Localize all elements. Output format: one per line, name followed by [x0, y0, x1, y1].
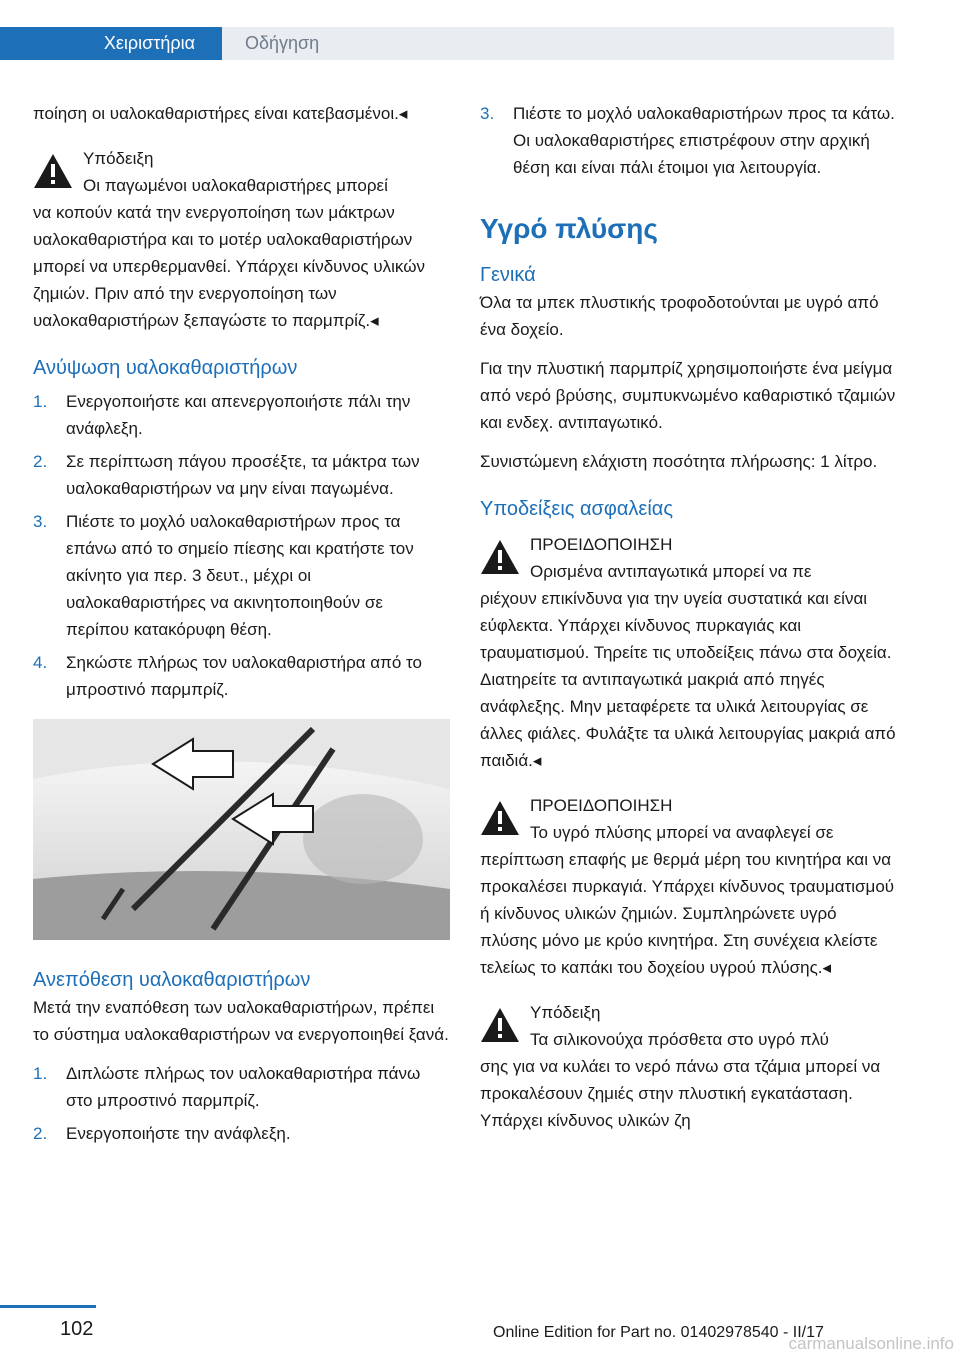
warning-text: να κοπούν κατά την ενεργοποίηση των μάκτρων υαλοκαθαριστήρα και το μοτέρ υαλοκαθαριστήρων μπορεί να υπερθερμανθεί. Υπάρχει κίνδυνος υλικών ζημιών. Πριν από την ενεργοποίηση των υαλοκαθαριστήρων ξεπαγώστε το παρμπρίζ.◂	[33, 203, 425, 330]
step-number: 2.	[33, 452, 48, 471]
warning-title: Υπόδειξη	[530, 1003, 601, 1022]
tab-driving[interactable]: Οδήγηση	[222, 27, 894, 60]
step-text: Ενεργοποιήστε και απενεργοποιήστε πάλι την ανάφλεξη.	[66, 392, 411, 438]
warning-line1: Το υγρό πλύσης μπορεί να αναφλεγεί σε	[530, 823, 834, 842]
step-number: 1.	[33, 1064, 48, 1083]
list-item	[33, 448, 450, 502]
step-number: 2.	[33, 1124, 48, 1143]
reset-text: Μετά την εναπόθεση των υαλοκαθαριστήρων, πρέπει το σύστημα υαλοκαθαριστήρων να ενεργοποιηθεί ξανά.	[33, 998, 449, 1044]
warning-icon	[33, 153, 73, 189]
warning-icon	[480, 800, 520, 836]
general-paragraph-3: Συνιστώμενη ελάχιστη ποσότητα πλήρωσης: 1 λίτρο.	[480, 452, 878, 471]
warning-note	[480, 531, 897, 774]
step-number: 4.	[33, 653, 48, 672]
step-text: Σε περίπτωση πάγου προσέξτε, τα μάκτρα των υαλοκαθαριστήρων να μην είναι παγωμένα.	[66, 452, 420, 498]
general-paragraph-2: Για την πλυστική παρμπρίζ χρησιμοποιήστε ένα μείγμα από νερό βρύσης, συμπυκνωμένο καθαριστικό τζαμιών και ενδεχ. αντιπαγωτικό.	[480, 359, 896, 432]
lift-heading: Ανύψωση υαλοκαθαριστήρων	[33, 357, 298, 379]
warning-line1: Οι παγωμένοι υαλοκαθαριστήρες μπορεί	[83, 176, 388, 195]
step-number: 3.	[33, 512, 48, 531]
footer-divider	[0, 1305, 96, 1308]
step-text: Ενεργοποιήστε την ανάφλεξη.	[66, 1124, 291, 1143]
warning-text: σης για να κυλάει το νερό πάνω στα τζάμια μπορεί να προκαλέσουν ζημιές στην πλυστική εγκατάσταση. Υπάρχει κίνδυνος υλικών ζη	[480, 1057, 881, 1130]
reset-steps	[33, 1060, 450, 1147]
warning-icon	[480, 539, 520, 575]
list-item	[33, 649, 450, 703]
left-column	[33, 100, 450, 1153]
list-item	[33, 1060, 450, 1114]
edition-label: Online Edition for Part no. 01402978540 - II/17	[493, 1324, 824, 1341]
step-text: Διπλώστε πλήρως τον υαλοκαθαριστήρα πάνω στο μπροστινό παρμπρίζ.	[66, 1064, 421, 1110]
warning-line1: Ορισμένα αντιπαγωτικά μπορεί να πε	[530, 562, 812, 581]
header	[0, 0, 960, 60]
general-heading: Γενικά	[480, 264, 536, 286]
warning-icon	[480, 1007, 520, 1043]
general-paragraph-1: Όλα τα μπεκ πλυστικής τροφοδοτούνται με υγρό από ένα δοχείο.	[480, 293, 879, 339]
list-item	[480, 100, 897, 181]
wiper-photo	[33, 719, 450, 940]
warning-title: ΠΡΟΕΙΔΟΠΟΙΗΣΗ	[530, 535, 673, 554]
safety-heading: Υποδείξεις ασφαλείας	[480, 498, 673, 520]
continued-steps	[480, 100, 897, 181]
list-item	[33, 388, 450, 442]
tab-controls[interactable]: Χειριστήρια	[0, 27, 222, 60]
step-number: 1.	[33, 392, 48, 411]
warning-note	[33, 145, 450, 334]
warning-title: ΠΡΟΕΙΔΟΠΟΙΗΣΗ	[530, 796, 673, 815]
warning-text: περίπτωση επαφής με θερμά μέρη του κινητήρα και να προκαλέσει πυρκαγιά. Υπάρχει κίνδυνος τραυματισμού ή κίνδυνος υλικών ζημιών. Συμπληρώνετε υγρό πλύσης μόνο με κρύο κινητήρα. Στη συνέχεια κλείστε τελείως το καπάκι του δοχείου υγρού πλύσης.◂	[480, 850, 895, 977]
warning-line1: Τα σιλικονούχα πρόσθετα στο υγρό πλύ	[530, 1030, 829, 1049]
right-column	[480, 100, 897, 1134]
step-text: Σηκώστε πλήρως τον υαλοκαθαριστήρα από το μπροστινό παρμπρίζ.	[66, 653, 422, 699]
intro-text: ποίηση οι υαλοκαθαριστήρες είναι κατεβασμένοι.◂	[33, 104, 408, 123]
list-item	[33, 1120, 450, 1147]
reset-heading: Ανεπόθεση υαλοκαθαριστήρων	[33, 969, 311, 991]
lift-steps	[33, 388, 450, 703]
list-item	[33, 508, 450, 643]
warning-note	[480, 999, 897, 1134]
step-number: 3.	[480, 104, 495, 123]
warning-text: ριέχουν επικίνδυνα για την υγεία συστατικά και είναι εύφλεκτα. Υπάρχει κίνδυνος πυρκαγιάς και τραυματισμού. Τηρείτε τις υποδείξεις πάνω στα δοχεία. Διατηρείτε τα αντιπαγωτικά μακριά από πηγές ανάφλεξης. Μην μεταφέρετε τα υλικά λειτουργίας σε άλλες φιάλες. Φυλάξτε τα υλικά λειτουργίας μακριά από παιδιά.◂	[480, 589, 896, 770]
step-text: Πιέστε το μοχλό υαλοκαθαριστήρων προς τα επάνω από το σημείο πίεσης και κρατήστε τον ακίνητο για περ. 3 δευτ., μέχρι οι υαλοκαθαριστήρες να ακινητοποιηθούν σε περίπου κατακόρυφη θέση.	[66, 512, 414, 639]
watermark: carmanualsonline.info	[788, 1334, 954, 1353]
page-number: 102	[60, 1318, 94, 1340]
step-text: Πιέστε το μοχλό υαλοκαθαριστήρων προς τα κάτω. Οι υαλοκαθαριστήρες επιστρέφουν στην αρχική θέση και είναι πάλι έτοιμοι για λειτουργία.	[513, 104, 895, 177]
warning-title: Υπόδειξη	[83, 149, 154, 168]
section-heading: Υγρό πλύσης	[480, 213, 658, 244]
warning-note	[480, 792, 897, 981]
